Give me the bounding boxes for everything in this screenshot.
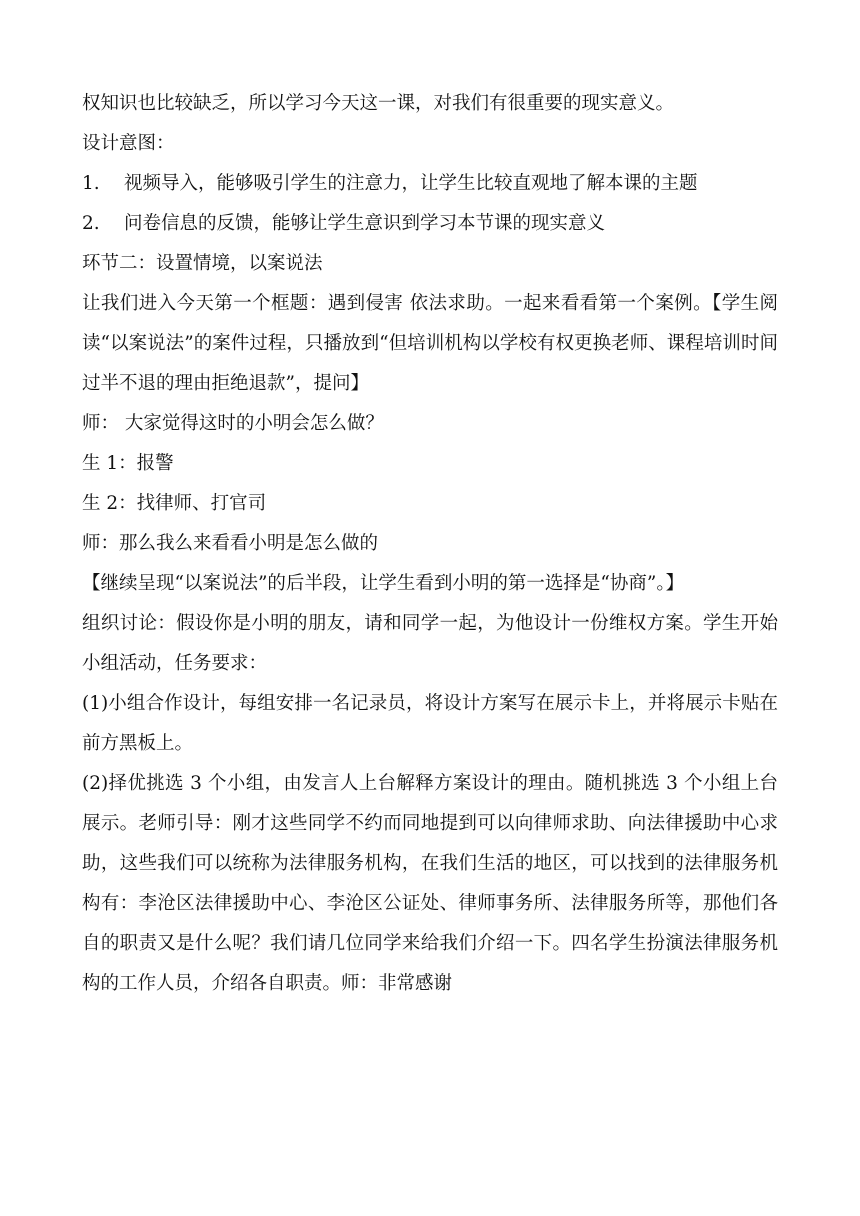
paragraph-teacher-followup: 师：那么我么来看看小明是怎么做的 [82, 533, 379, 554]
paragraph-intro-continuation: 权知识也比较缺乏，所以学习今天这一课，对我们有很重要的现实意义。 [82, 93, 675, 114]
numbered-item-1-text: 视频导入，能够吸引学生的注意力，让学生比较直观地了解本课的主题 [124, 173, 698, 194]
numbered-item-1 [82, 164, 778, 204]
paragraph-section-two-heading: 环节二：设置情境，以案说法 [82, 253, 323, 274]
paragraph-case-second-half: 【继续呈现“以案说法”的后半段，让学生看到小明的第一选择是“协商”。】 [82, 573, 685, 594]
numbered-item-1-number: 1. [82, 173, 100, 194]
paragraph-group-discussion: 组织讨论：假设你是小明的朋友，请和同学一起，为他设计一份维权方案。学生开始小组活动，任务要求： [82, 613, 778, 674]
paragraph-design-intent-heading: 设计意图： [82, 133, 175, 154]
numbered-item-2-text: 问卷信息的反馈，能够让学生意识到学习本节课的现实意义 [124, 213, 606, 234]
numbered-item-2 [82, 204, 778, 244]
numbered-item-2-number: 2. [82, 213, 100, 234]
paragraph-task-requirement-1: (1)小组合作设计，每组安排一名记录员，将设计方案写在展示卡上，并将展示卡贴在前方黑板上。 [82, 693, 778, 754]
paragraph-student-2-answer: 生 2：找律师、打官司 [82, 493, 267, 514]
paragraph-case-introduction: 让我们进入今天第一个框题：遇到侵害 依法求助。一起来看看第一个案例。【学生阅读“以案说法”的案件过程，只播放到“但培训机构以学校有权更换老师、课程培训时间过半不退的理由拒绝退款”，提问】 [82, 293, 778, 394]
paragraph-student-1-answer: 生 1：报警 [82, 453, 174, 474]
document-body [82, 84, 778, 1004]
paragraph-task-requirement-2: (2)择优挑选 3 个小组，由发言人上台解释方案设计的理由。随机挑选 3 个小组上台展示。老师引导：刚才这些同学不约而同地提到可以向律师求助、向法律援助中心求助，这些我们可以统称为法律服务机构，在我们生活的地区，可以找到的法律服务机构有：李沧区法律援助中心、李沧区公证处、律师事务所、法律服务所等，那他们各自的职责又是什么呢？我们请几位同学来给我们介绍一下。四名学生扮演法律服务机构的工作人员，介绍各自职责。师：非常感谢 [82, 773, 778, 994]
paragraph-teacher-question: 师： 大家觉得这时的小明会怎么做？ [82, 413, 384, 434]
